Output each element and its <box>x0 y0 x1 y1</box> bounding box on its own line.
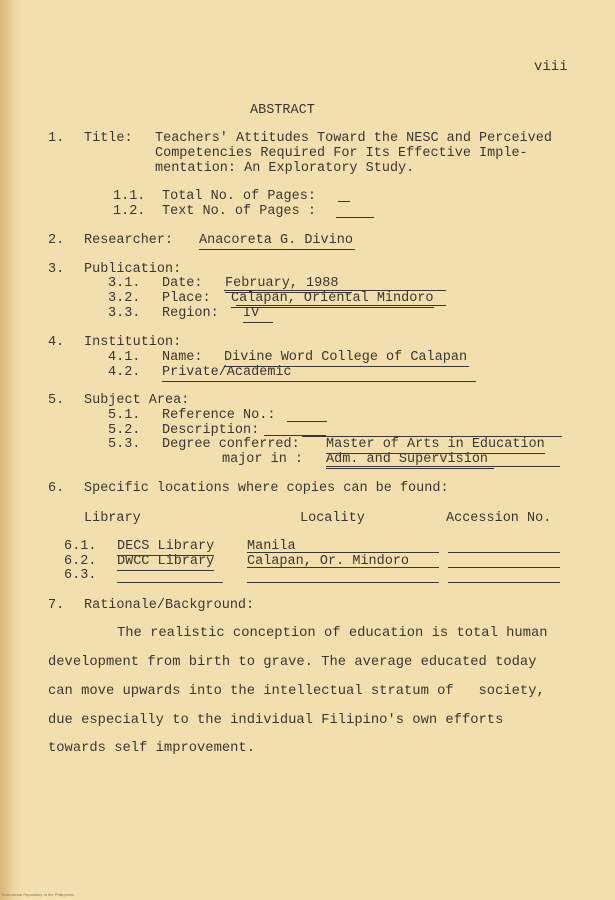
degree-label: Degree conferred: <box>162 437 300 452</box>
degree-value: Master of Arts in Education <box>326 437 545 452</box>
section-6-number: 6. <box>48 481 65 496</box>
major-value: Adm. and Supervision <box>326 452 494 469</box>
description-label: Description: <box>162 423 260 438</box>
subitem-5-3-number: 5.3. <box>108 437 141 452</box>
title-line-2: Competencies Required For Its Effective Imple- <box>155 146 528 161</box>
rationale-label: Rationale/Background: <box>84 598 255 613</box>
title-label: Title: <box>84 131 133 146</box>
row-6-3-number: 6.3. <box>64 568 97 583</box>
reference-no-label: Reference No.: <box>162 408 276 423</box>
row-6-2-number: 6.2. <box>64 554 97 569</box>
place-value: Calapan, Oriental Mindoro <box>231 291 434 306</box>
subitem-1-2-number: 1.2. <box>113 204 146 219</box>
subitem-3-3-number: 3.3. <box>108 306 141 321</box>
subitem-3-2-number: 3.2. <box>108 291 141 306</box>
row-6-3-locality-line <box>247 582 439 583</box>
region-value: IV <box>243 306 273 323</box>
institution-type-value: Private/Academic <box>162 365 476 382</box>
rationale-line-3: can move upwards into the intellectual stratum of society, <box>48 684 545 699</box>
total-pages-label: Total No. of Pages: <box>162 189 316 204</box>
rationale-line-2: development from birth to grave. The average educated today <box>48 655 537 670</box>
researcher-label: Researcher: <box>84 233 174 248</box>
page-number: viii <box>534 59 568 75</box>
place-label: Place: <box>162 291 211 306</box>
subitem-5-2-number: 5.2. <box>108 423 141 438</box>
institution-name-value: Divine Word College of Calapan <box>224 350 468 365</box>
column-header-library: Library <box>84 511 141 526</box>
subitem-4-1-number: 4.1. <box>108 350 141 365</box>
degree-overline <box>302 436 562 437</box>
subitem-4-2-number: 4.2. <box>108 365 141 380</box>
column-header-locality: Locality <box>300 511 365 526</box>
locations-label: Specific locations where copies can be found: <box>84 481 449 496</box>
row-6-1-locality: Manila <box>247 539 296 554</box>
major-label: major in : <box>222 452 304 467</box>
major-underline-extension <box>326 466 560 467</box>
region-label: Region: <box>162 306 219 321</box>
institution-label: Institution: <box>84 335 182 350</box>
row-6-1-library: DECS Library <box>117 539 215 554</box>
researcher-name: Anacoreta G. Divino <box>199 233 353 248</box>
section-2-number: 2. <box>48 233 65 248</box>
row-6-3-accession-line <box>448 582 560 583</box>
section-1-number: 1. <box>48 131 65 146</box>
total-pages-blank <box>338 201 350 202</box>
rationale-line-5: towards self improvement. <box>48 741 255 756</box>
section-3-number: 3. <box>48 262 65 277</box>
date-label: Date: <box>162 276 203 291</box>
rationale-line-4: due especially to the individual Filipino's own efforts <box>48 713 504 728</box>
row-6-2-locality: Calapan, Or. Mindoro <box>247 554 410 569</box>
section-5-number: 5. <box>48 393 65 408</box>
section-7-number: 7. <box>48 598 65 613</box>
subitem-1-1-number: 1.1. <box>113 189 146 204</box>
row-6-2-library: DWCC Library <box>117 554 215 569</box>
row-6-3-library-line <box>117 582 223 583</box>
row-6-1-accession-line <box>448 552 560 553</box>
abstract-heading: ABSTRACT <box>250 103 315 118</box>
text-pages-label: Text No. of Pages : <box>162 204 316 219</box>
reference-no-blank <box>287 421 327 422</box>
column-header-accession: Accession No. <box>446 511 552 526</box>
subject-area-label: Subject Area: <box>84 393 190 408</box>
subitem-3-1-number: 3.1. <box>108 276 141 291</box>
row-6-2-locality-line <box>247 567 439 568</box>
title-line-3: mentation: An Exploratory Study. <box>155 161 415 176</box>
title-line-1: Teachers' Attitudes Toward the NESC and Perceived <box>155 131 552 146</box>
subitem-5-1-number: 5.1. <box>108 408 141 423</box>
row-6-2-accession-line <box>448 567 560 568</box>
region-overline <box>236 305 446 306</box>
institution-name-label: Name: <box>162 350 203 365</box>
page-shadow-edge <box>0 0 22 900</box>
text-pages-blank <box>336 217 374 218</box>
place-overline <box>224 290 446 291</box>
publication-label: Publication: <box>84 262 182 277</box>
row-6-1-locality-line <box>247 552 439 553</box>
rationale-line-1: The realistic conception of education is total human <box>117 626 548 641</box>
repository-footer: Institutional Repository of the Philippines <box>2 892 75 897</box>
section-4-number: 4. <box>48 335 65 350</box>
date-value: February, 1988 <box>225 276 352 293</box>
row-6-1-number: 6.1. <box>64 539 97 554</box>
